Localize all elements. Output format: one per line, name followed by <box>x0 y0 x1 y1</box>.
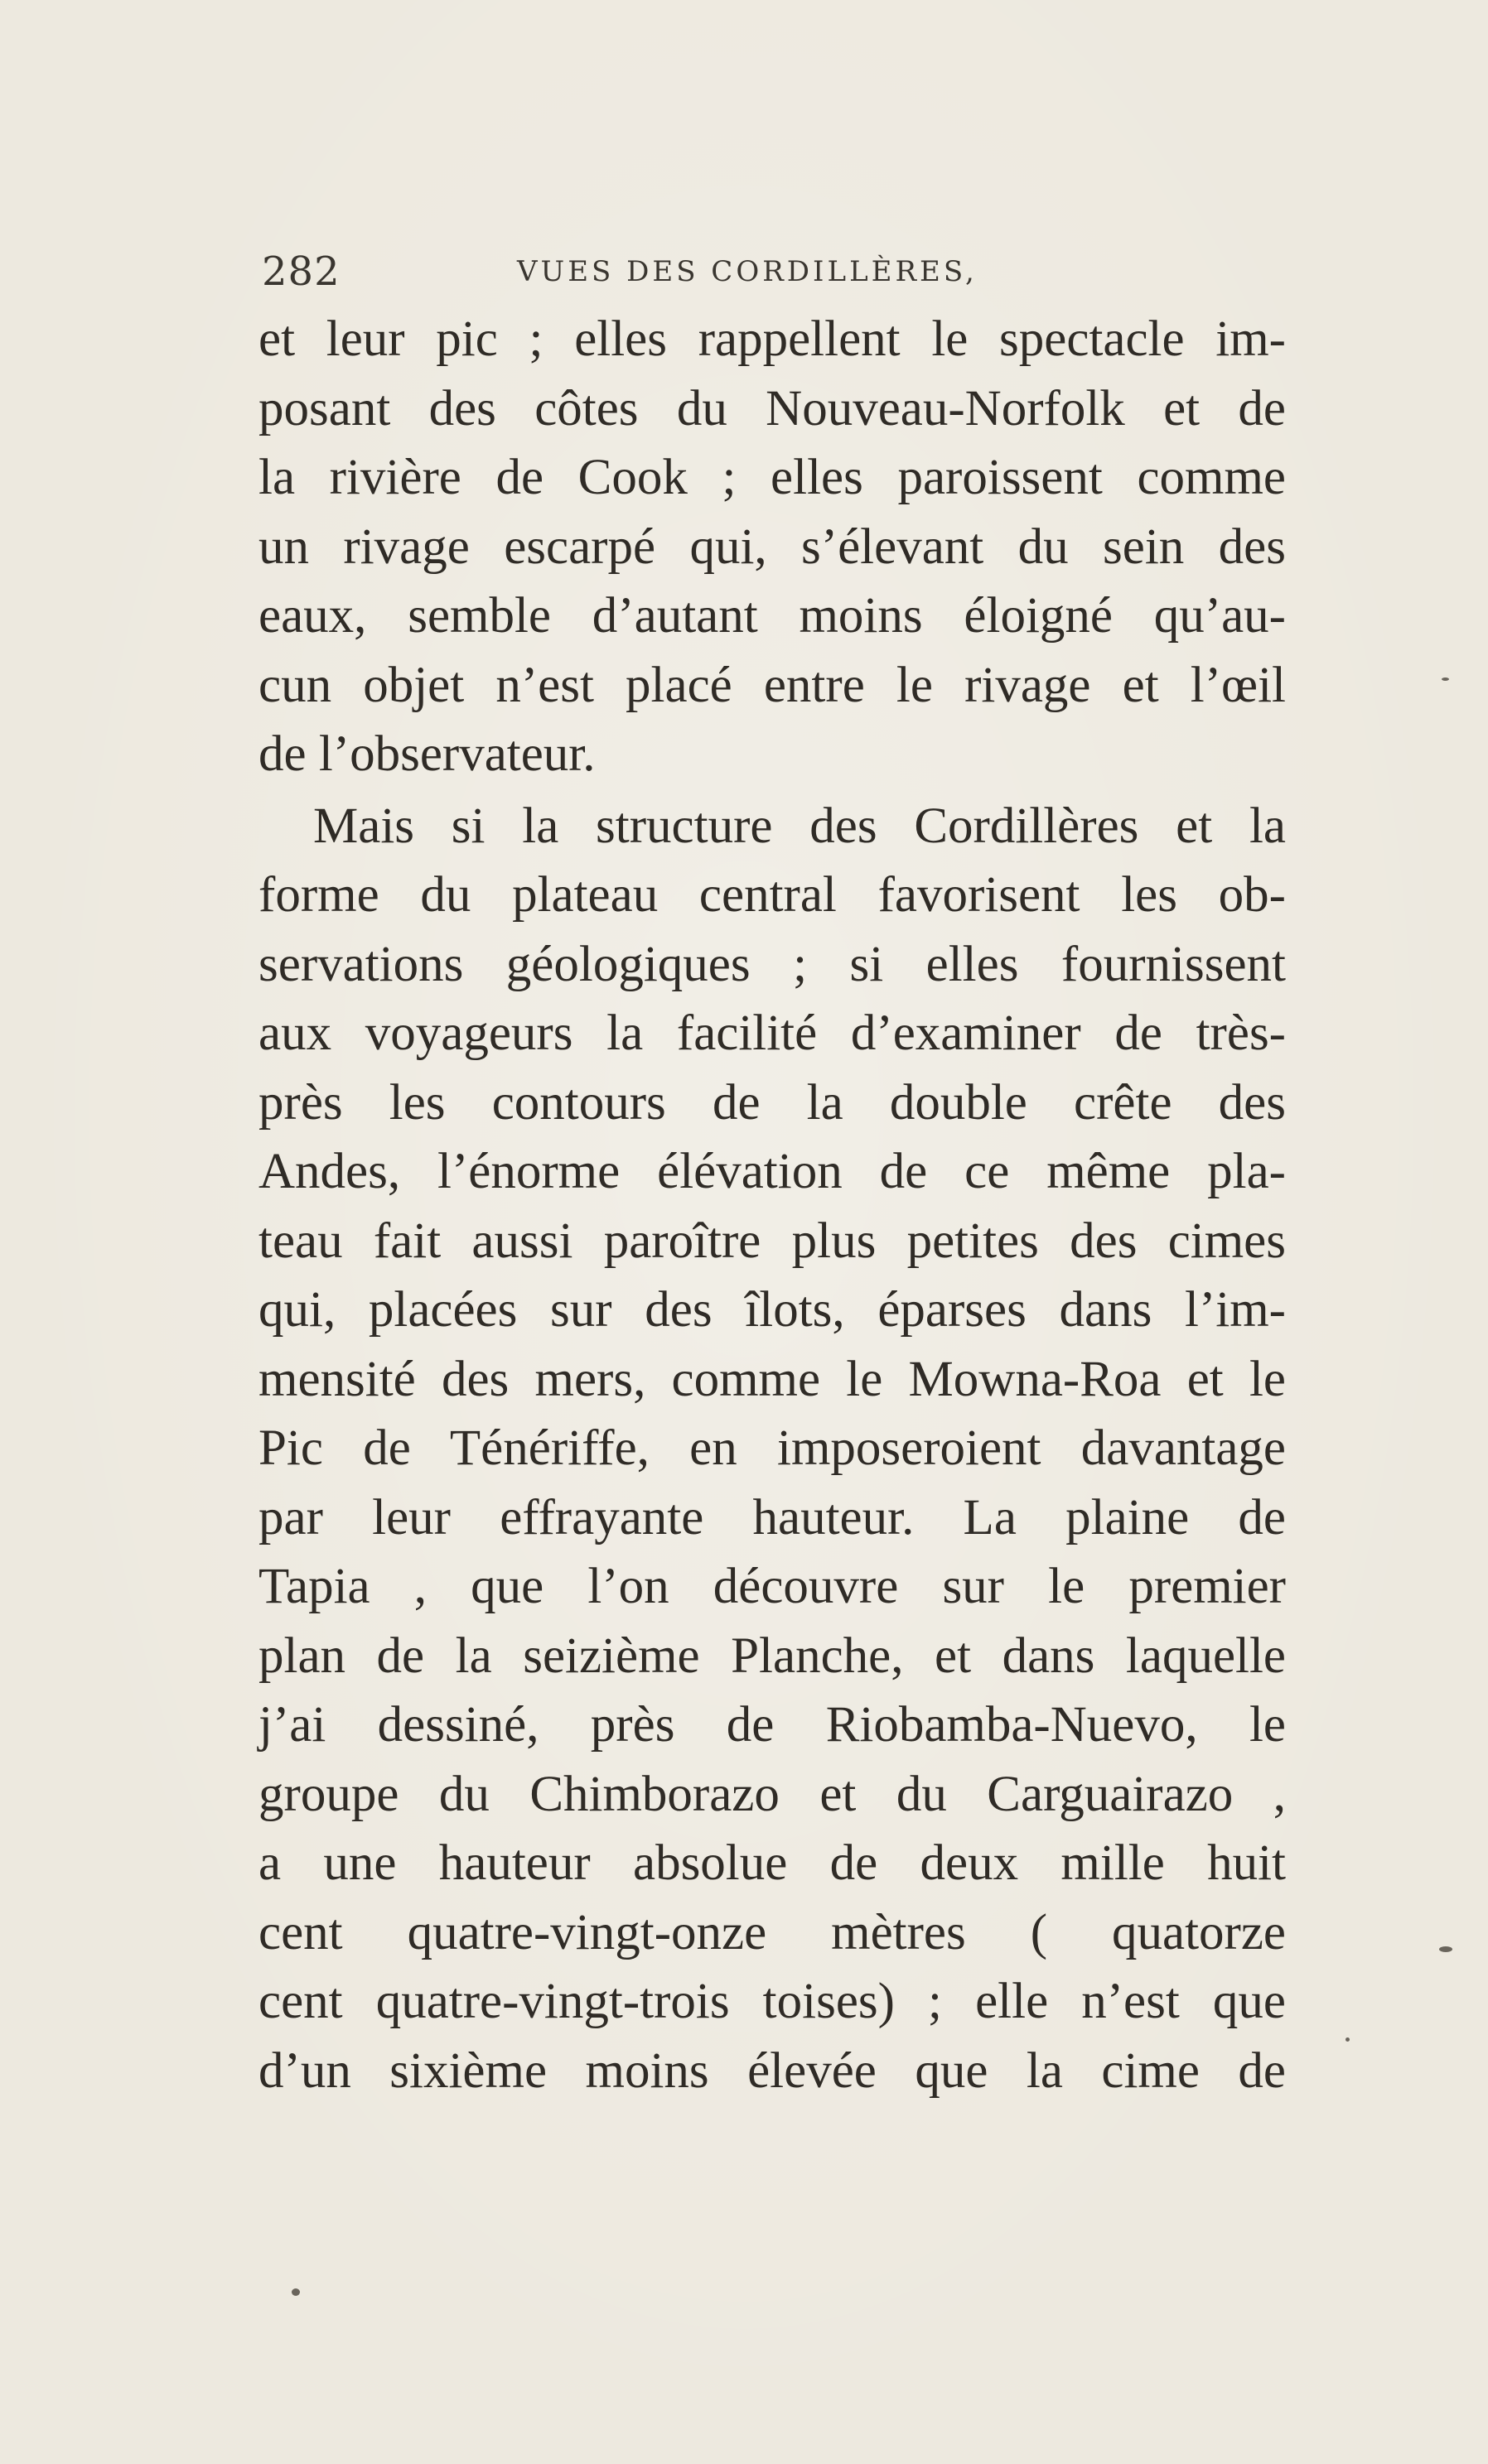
text-line: de l’observateur. <box>258 726 596 782</box>
text-line: cun objet n’est placé entre le rivage et l’œil <box>258 657 1286 713</box>
text-line: eaux, semble d’autant moins éloigné qu’au- <box>258 588 1286 644</box>
text-line: aux voyageurs la facilité d’examiner de très- <box>258 1005 1286 1061</box>
text-line: qui, placées sur des îlots, éparses dans l’im- <box>258 1282 1286 1338</box>
paper-speck <box>1439 1946 1452 1952</box>
text-line: un rivage escarpé qui, s’élevant du sein des <box>258 518 1286 575</box>
text-line: teau fait aussi paroître plus petites des cimes <box>258 1213 1286 1269</box>
text-line: Pic de Ténériffe, en imposeroient davantage <box>258 1420 1286 1476</box>
text-line: posant des côtes du Nouveau-Norfolk et de <box>258 380 1286 436</box>
text-line: plan de la seizième Planche, et dans laquelle <box>258 1627 1286 1684</box>
text-line: servations géologiques ; si elles fournissent <box>258 936 1286 992</box>
running-head <box>258 245 1294 303</box>
text-line: la rivière de Cook ; elles paroissent comme <box>258 450 1286 505</box>
text-line: a une hauteur absolue de deux mille huit <box>258 1835 1286 1891</box>
text-line: par leur effrayante hauteur. La plaine de <box>258 1489 1286 1545</box>
body-text <box>258 305 1286 2105</box>
running-title: VUES DES CORDILLÈRES, <box>517 255 978 288</box>
page-number: 282 <box>262 248 341 295</box>
paper-speck <box>1442 677 1449 681</box>
text-line: j’ai dessiné, près de Riobamba-Nuevo, le <box>258 1697 1286 1753</box>
text-line: près les contours de la double crête des <box>258 1074 1286 1131</box>
text-line: mensité des mers, comme le Mowna-Roa et le <box>258 1351 1286 1407</box>
text-line: Andes, l’énorme élévation de ce même pla- <box>258 1144 1286 1199</box>
text-line: et leur pic ; elles rappellent le spectacle im- <box>258 311 1286 367</box>
text-line: cent quatre-vingt-trois toises) ; elle n’est que <box>258 1974 1286 2029</box>
text-line: Mais si la structure des Cordillères et la <box>313 798 1286 854</box>
paper-speck <box>292 2288 300 2296</box>
text-line: groupe du Chimborazo et du Carguairazo , <box>258 1766 1286 1822</box>
text-line: Tapia , que l’on découvre sur le premier <box>258 1559 1286 1614</box>
text-line: d’un sixième moins élevée que la cime de <box>258 2042 1286 2099</box>
text-line: forme du plateau central favorisent les ob- <box>258 867 1286 923</box>
text-line: cent quatre-vingt-onze mètres ( quatorze <box>258 1904 1286 1960</box>
paper-speck <box>1345 2037 1350 2042</box>
